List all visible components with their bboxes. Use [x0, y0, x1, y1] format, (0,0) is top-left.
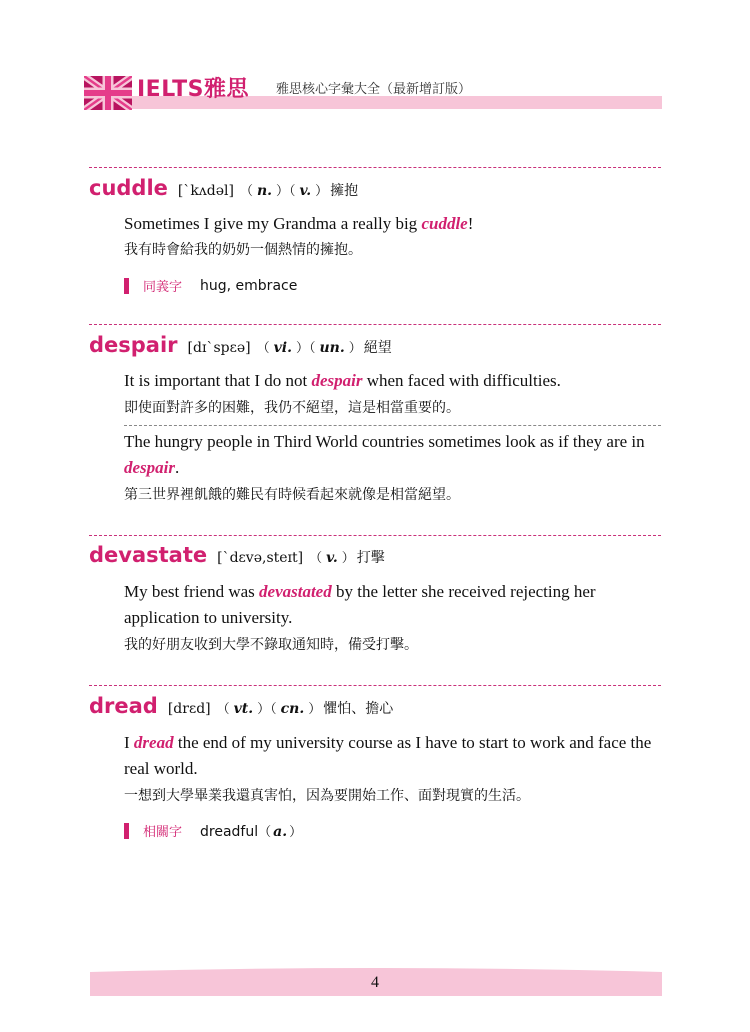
headword: devastate [89, 543, 208, 567]
headword: dread [89, 694, 158, 718]
example-english: Sometimes I give my Grandma a really big cuddle! [124, 214, 474, 233]
phonetic: [`kʌdəl] [177, 183, 234, 199]
example-english: It is important that I do not despair when faced with difficulties. [124, 371, 561, 390]
entry-header: despair [dɪ`spɛə] （ vi. ）（ un. ） 絕望 [89, 333, 392, 357]
entry-divider [89, 324, 661, 325]
entry-divider [89, 535, 661, 536]
brand-logo: IELTS雅思 [137, 77, 249, 102]
headword: cuddle [89, 176, 168, 200]
keyword-highlight: despair [124, 458, 175, 477]
part-of-speech: a. [273, 824, 288, 840]
meaning: 絕望 [363, 340, 392, 356]
union-flag-icon [84, 76, 132, 110]
synonym-row [124, 276, 297, 295]
part-of-speech: n. [256, 183, 273, 199]
example-chinese: 我有時會給我的奶奶一個熱情的擁抱。 [124, 242, 362, 258]
page-header [84, 70, 662, 110]
phonetic: [`dɛvə,steɪt] [217, 550, 304, 566]
keyword-highlight: despair [311, 371, 363, 390]
entry-header: cuddle [`kʌdəl] （ n. ）（ v. ） 擁抱 [89, 176, 359, 200]
entry-divider [89, 167, 661, 168]
tag-label: 同義字 [143, 280, 183, 295]
part-of-speech: vi. [273, 340, 292, 356]
tag-marker [124, 278, 129, 294]
phonetic: [drɛd] [167, 701, 211, 717]
example-english: The hungry people in Third World countries sometimes look as if they are in despair. [124, 432, 645, 477]
example-divider [124, 425, 661, 426]
example-chinese: 一想到大學畢業我還真害怕，因為要開始工作、面對現實的生活。 [124, 788, 530, 804]
entry-header: dread [drɛd] （ vt. ）（ cn. ） 懼怕、擔心 [89, 694, 394, 718]
entry-divider [89, 685, 661, 686]
keyword-highlight: cuddle [421, 214, 468, 233]
tag-value: hug, embrace [200, 277, 298, 294]
meaning: 擁抱 [330, 183, 359, 199]
example-english: My best friend was devastated by the letter she received rejecting her application to university. [124, 582, 596, 627]
keyword-highlight: dread [133, 733, 174, 752]
book-title: 雅思核心字彙大全（最新增訂版） [276, 82, 472, 97]
tag-label: 相關字 [143, 825, 183, 840]
part-of-speech: v. [326, 550, 338, 566]
part-of-speech: cn. [280, 701, 305, 717]
keyword-highlight: devastated [259, 582, 332, 601]
tag-value: dreadful（ a. ） [200, 824, 303, 840]
page-number: 4 [371, 974, 379, 991]
phonetic: [dɪ`spɛə] [187, 340, 251, 356]
example-english: I dread the end of my university course as I have to start to work and face the real world. [124, 733, 652, 778]
part-of-speech: v. [299, 183, 312, 199]
meaning: 打擊 [356, 550, 385, 566]
example-chinese: 即使面對許多的困難，我仍不絕望，這是相當重要的。 [124, 400, 460, 416]
related-word-row [124, 821, 302, 840]
example-chinese: 第三世界裡飢餓的難民有時候看起來就像是相當絕望。 [124, 487, 460, 503]
example-chinese: 我的好朋友收到大學不錄取通知時，備受打擊。 [124, 637, 418, 653]
headword: despair [89, 333, 178, 357]
entry-header: devastate [`dɛvə,steɪt] （ v. ） 打擊 [89, 543, 385, 567]
part-of-speech: vt. [233, 701, 254, 717]
part-of-speech: un. [319, 340, 345, 356]
meaning: 懼怕、擔心 [323, 701, 394, 717]
tag-marker [124, 823, 129, 839]
